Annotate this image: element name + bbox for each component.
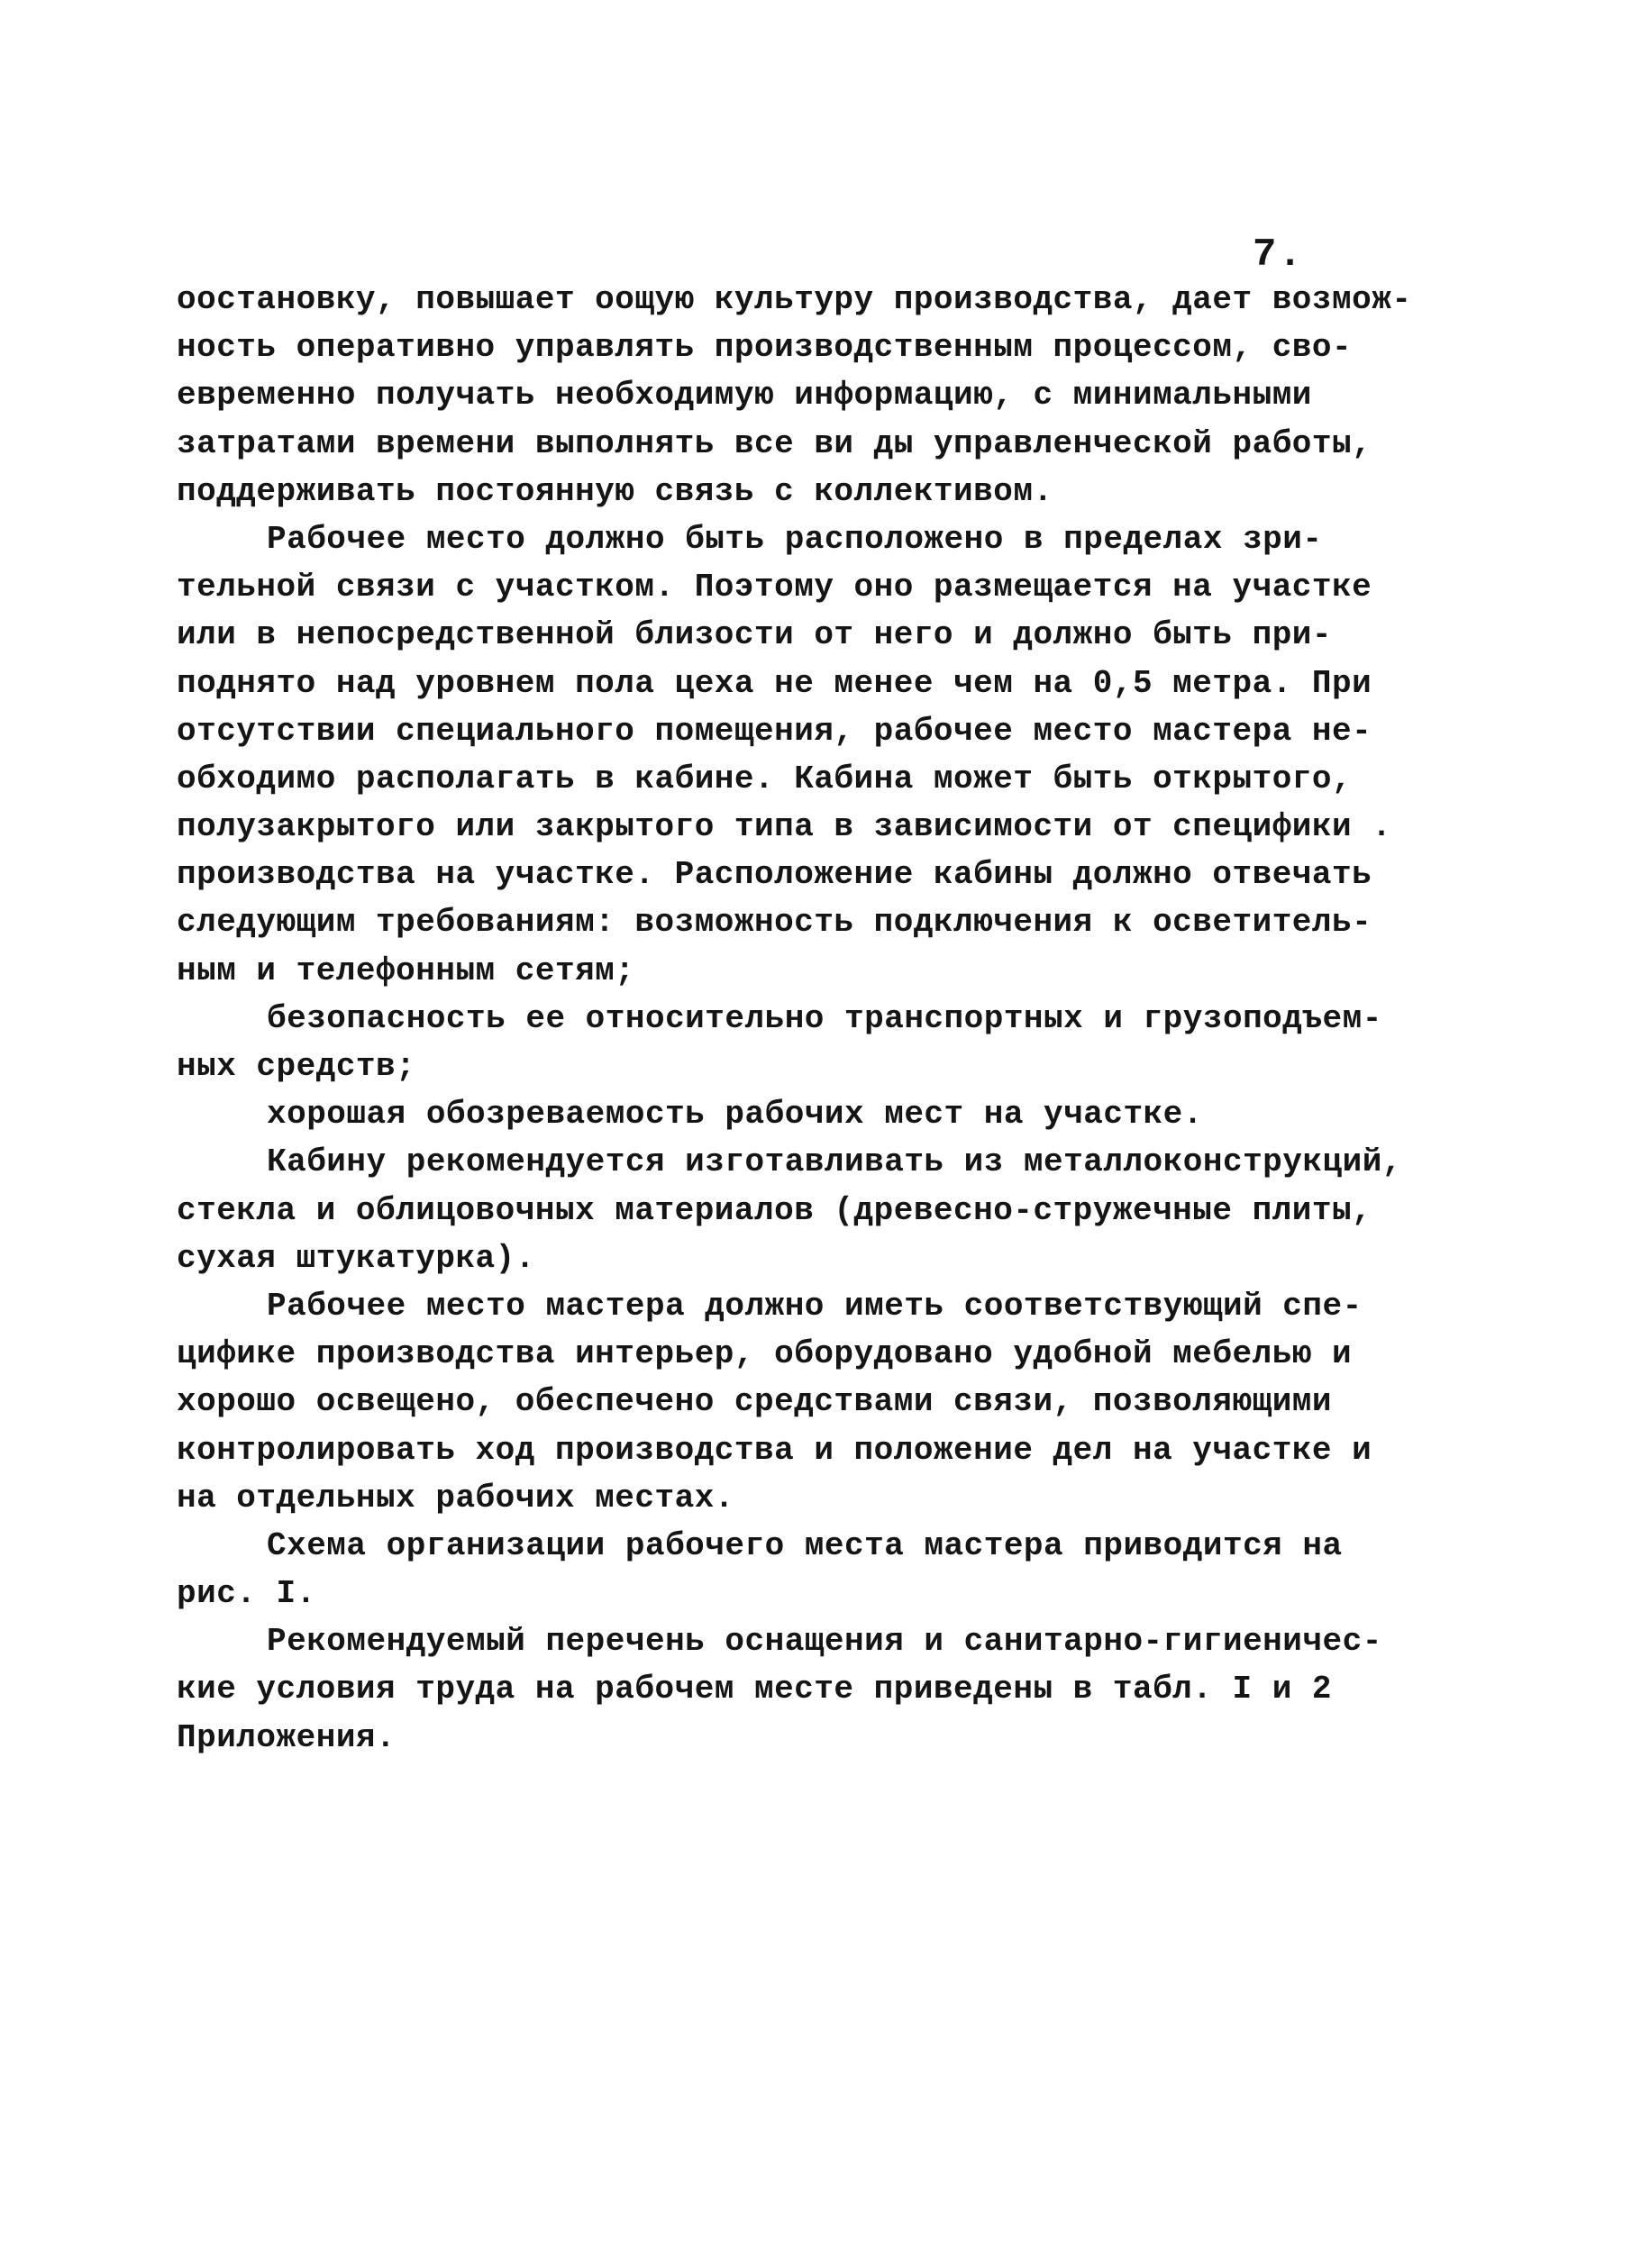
text-line: тельной связи с участком. Поэтому оно размещается на участке (177, 569, 1372, 606)
text-line: стекла и облицовочных материалов (древесно-стружечные плиты, (177, 1191, 1372, 1229)
text-line: поддерживать постоянную связь с коллективом. (177, 472, 1053, 510)
text-line: отсутствии специального помещения, рабочее место мастера не- (177, 712, 1372, 750)
text-line: хорошая обозреваемость рабочих мест на участке. (267, 1096, 1203, 1134)
text-line: Рабочее место мастера должно иметь соответствующий спе- (267, 1287, 1363, 1325)
text-line: производства на участке. Расположение кабины должно отвечать (177, 856, 1372, 894)
text-line: безопасность ее относительно транспортных и грузоподъем- (267, 999, 1382, 1037)
text-line: хорошо освещено, обеспечено средствами связи, позволяющими (177, 1383, 1333, 1421)
text-line: ных средств; (177, 1048, 416, 1085)
text-line: рис. I. (177, 1575, 316, 1613)
text-line: Схема организации рабочего места мастера приводится на (267, 1526, 1343, 1564)
text-line: ным и телефонным сетям; (177, 952, 635, 989)
text-line: поднято над уровнем пола цеха не менее чем на 0,5 метра. При (177, 664, 1372, 702)
page-number: 7. (1253, 232, 1304, 278)
text-line: на отдельных рабочих местах. (177, 1479, 734, 1517)
text-line: Приложения. (177, 1718, 397, 1756)
text-line: цифике производства интерьер, оборудовано удобной мебелью и (177, 1335, 1353, 1373)
text-line: следующим требованиям: возможность подключения к осветитель- (177, 904, 1372, 942)
text-line: сухая штукатурка). (177, 1239, 535, 1277)
text-line: Рабочее место должно быть расположено в пределах зри- (267, 520, 1323, 558)
text-line: или в непосредственной близости от него и должно быть при- (177, 616, 1333, 654)
text-line: полузакрытого или закрытого типа в зависимости от специфики . (177, 808, 1392, 846)
text-line: евременно получать необходимую информацию, с минимальными (177, 377, 1312, 414)
text-line: оостановку, повышает оощую культуру производства, дает возмож- (177, 281, 1412, 318)
text-line: кие условия труда на рабочем месте приведены в табл. I и 2 (177, 1671, 1333, 1708)
text-line: Кабину рекомендуется изготавливать из металлоконструкций, (267, 1143, 1402, 1181)
text-line: ность оперативно управлять производственным процессом, сво- (177, 329, 1353, 367)
text-line: контролировать ход производства и положение дел на участке и (177, 1431, 1372, 1469)
text-line: затратами времени выполнять все ви ды управленческой работы, (177, 424, 1372, 462)
text-line: Рекомендуемый перечень оснащения и санитарно-гигиеничес- (267, 1623, 1382, 1661)
text-line: обходимо располагать в кабине. Кабина может быть открытого, (177, 760, 1353, 797)
body-text (177, 276, 1438, 1762)
